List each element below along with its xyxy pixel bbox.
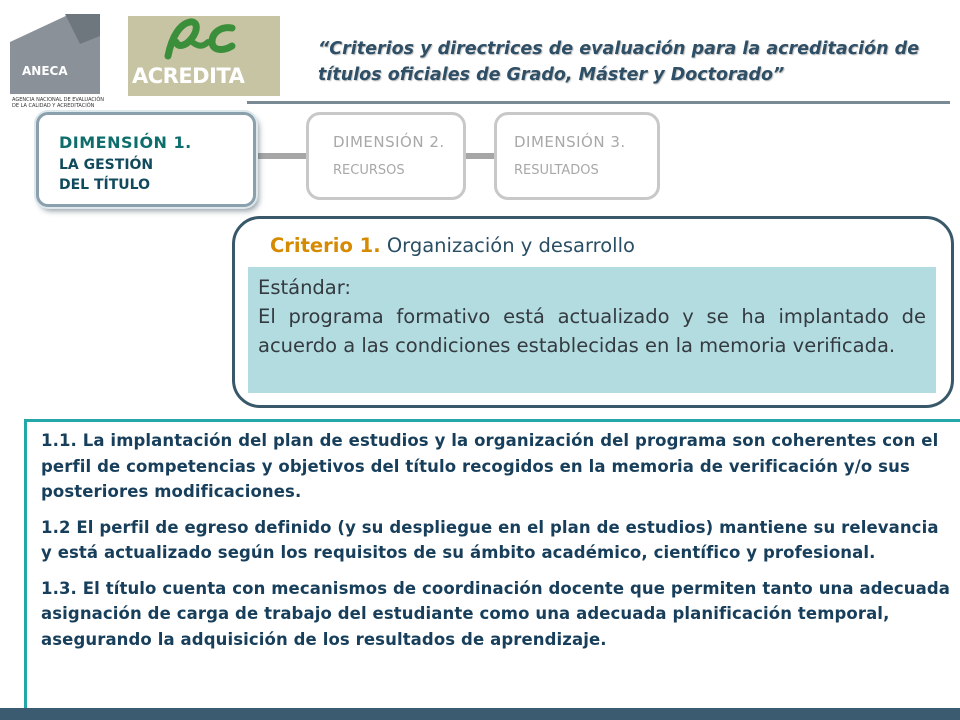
footer-band xyxy=(0,708,960,720)
dimension-2-box[interactable] xyxy=(306,112,466,200)
aneca-mark-icon xyxy=(10,14,100,94)
dimension-3-subtitle: RESULTADOS xyxy=(514,163,599,178)
acredita-ac-icon xyxy=(128,16,280,60)
dimension-1-subtitle-line1: LA GESTIÓN xyxy=(59,157,154,173)
directrices-box xyxy=(24,419,960,720)
dimension-1-subtitle xyxy=(59,155,153,195)
dimension-2-title: DIMENSIÓN 2. xyxy=(333,133,445,151)
estandar-label: Estándar: xyxy=(258,276,352,299)
header-divider xyxy=(247,101,950,104)
aneca-wordmark: ANECA xyxy=(22,64,68,78)
directriz-1-1: 1.1. La implantación del plan de estudios y la organización del programa son coherentes con el perfil de competencias y objetivos del título recogidos en la memoria de verificación y/o sus posteriores modificaciones. xyxy=(41,431,939,501)
estandar-box xyxy=(248,267,936,393)
dimension-1-subtitle-line2: DEL TÍTULO xyxy=(59,177,150,193)
aneca-logo xyxy=(10,14,105,109)
estandar-text: El programa formativo está actualizado y se ha implantado de acuerdo a las condiciones establecidas en la memoria verificada. xyxy=(258,305,926,357)
dimension-3-title: DIMENSIÓN 3. xyxy=(514,133,626,151)
criterio-number: Criterio 1. xyxy=(270,234,381,257)
acredita-logo xyxy=(128,16,280,96)
dimension-3-box[interactable] xyxy=(494,112,660,200)
aneca-agency-name: AGENCIA NACIONAL DE EVALUACIÓN DE LA CALIDAD Y ACREDITACIÓN xyxy=(12,97,105,109)
directriz-1-2: 1.2 El perfil de egreso definido (y su despliegue en el plan de estudios) mantiene su relevancia y está actualizado según los requisitos de su ámbito académico, científico y profesional. xyxy=(41,517,939,562)
criterio-heading xyxy=(270,234,635,257)
presentation-title: “Criterios y directrices de evaluación para la acreditación de títulos oficiales de Grado, Máster y Doctorado” xyxy=(318,39,920,85)
dimension-1-box[interactable] xyxy=(36,112,256,207)
dimension-2-subtitle: RECURSOS xyxy=(333,163,405,178)
directriz-1-3: 1.3. El título cuenta con mecanismos de coordinación docente que permiten tanto una adecuada asignación de carga de trabajo del estudiante como una adecuada planificación temporal, asegurando la adquisición de los resultados de aprendizaje. xyxy=(41,578,951,649)
criterio-name: Organización y desarrollo xyxy=(386,234,635,257)
dimension-1-title: DIMENSIÓN 1. xyxy=(59,133,192,152)
acredita-wordmark: ACREDITA xyxy=(132,64,245,88)
